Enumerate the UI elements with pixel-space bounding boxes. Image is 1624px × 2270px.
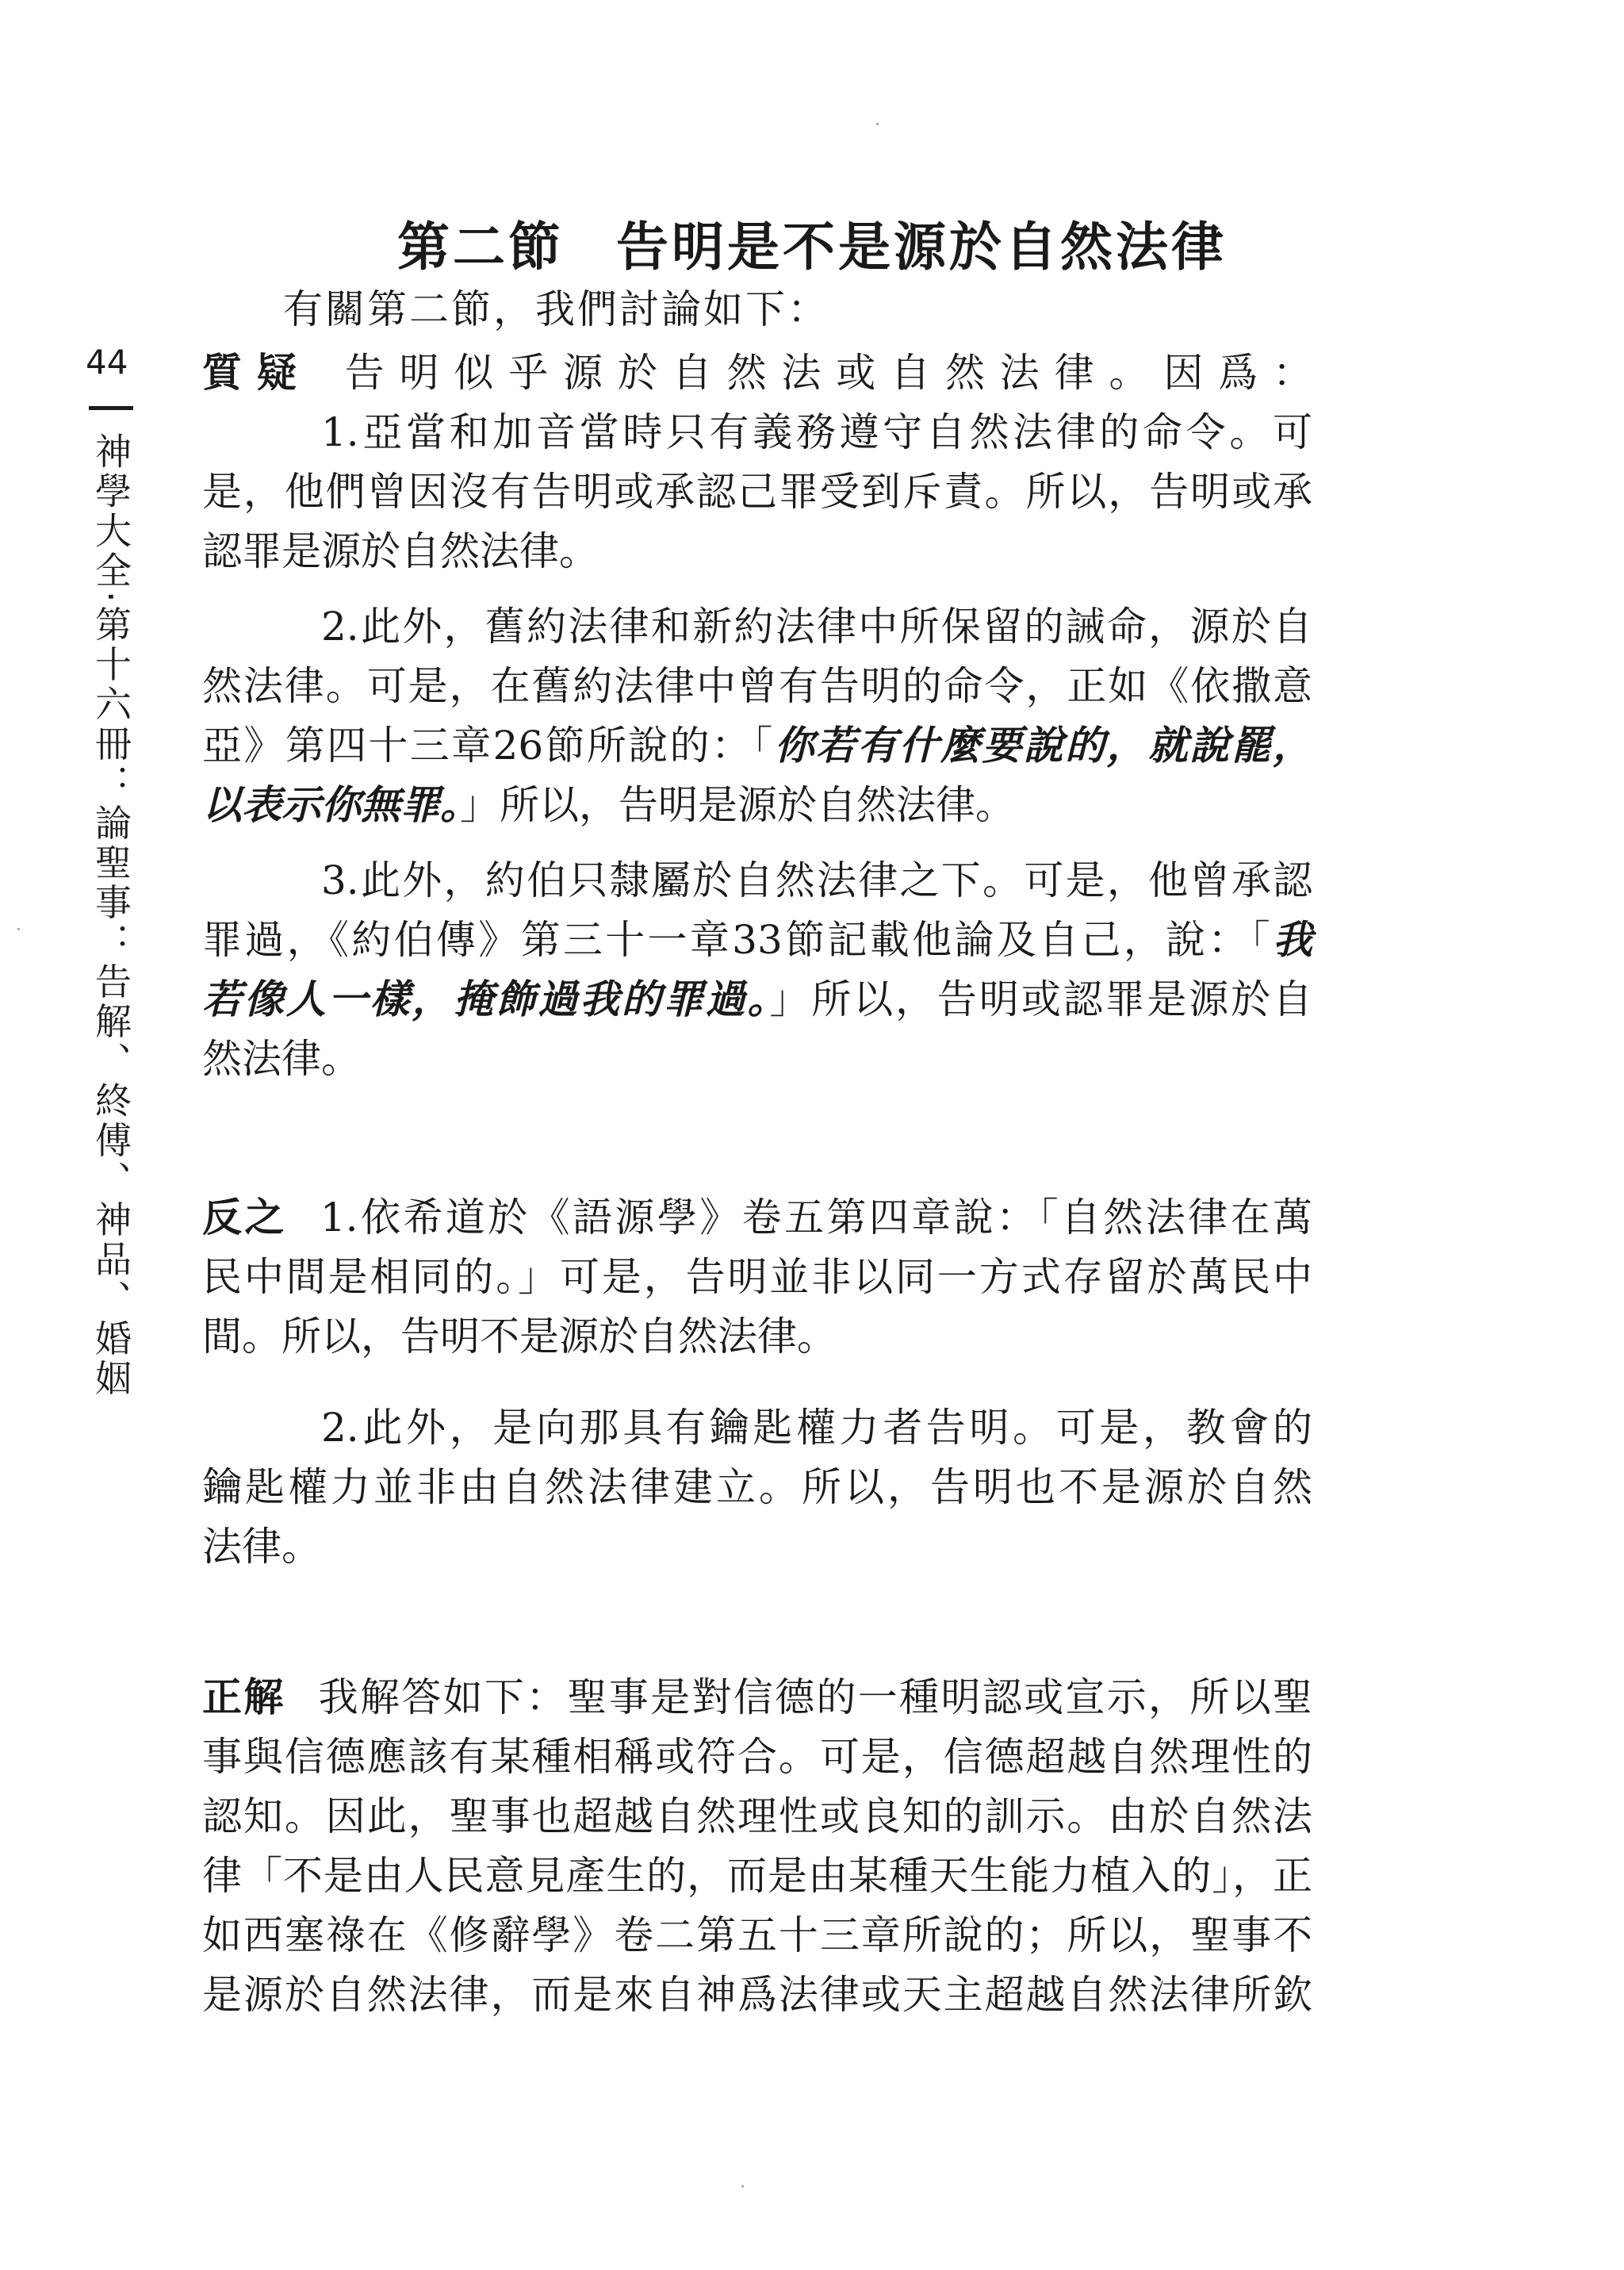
margin-rule [89, 406, 133, 410]
page-number: 44 [86, 343, 128, 382]
objection-line: 然法律。 [202, 1036, 361, 1082]
objection-line: 認罪是源於自然法律。 [202, 528, 599, 574]
answer-line: 如西塞祿在《修辭學》卷二第五十三章所說的；所以，聖事不 [202, 1912, 1312, 1958]
objection-line: 3.此外，約伯只隸屬於自然法律之下。可是，他曾承認 [321, 857, 1312, 903]
answer-line: 律「不是由人民意見產生的，而是由某種天生能力植入的」，正 [202, 1853, 1312, 1899]
bible-quote: 以表示你無罪。 [202, 781, 460, 828]
objection-line: 若像人一樣，掩飾過我的罪過。」所以，告明或認罪是源於自 [202, 976, 1313, 1022]
answer-line: 正解 我解答如下：聖事是對信德的一種明認或宣示，所以聖 [202, 1674, 1312, 1720]
contra-line: 法律。 [202, 1524, 321, 1570]
contra-line: 反之 1.依希道於《語源學》卷五第四章說：「自然法律在萬 [202, 1194, 1312, 1240]
objection-line: 然法律。可是，在舊約法律中曾有告明的命令，正如《依撒意 [202, 663, 1312, 709]
objection-label: 質疑 [202, 350, 312, 396]
answer-line: 是源於自然法律，而是來自神爲法律或天主超越自然法律所欽 [202, 1972, 1312, 2018]
answer-line: 認知。因此，聖事也超越自然理性或良知的訓示。由於自然法 [202, 1793, 1312, 1839]
running-head: 神學大全·第十六冊：論聖事：告解、終傅、神品、婚姻 [90, 432, 132, 1399]
contra-line: 民中間是相同的。」可是，告明並非以同一方式存留於萬民中 [202, 1254, 1312, 1300]
scan-speck [876, 123, 879, 125]
contra-line: 間。所以，告明不是源於自然法律。 [202, 1313, 837, 1359]
answer-label: 正解 [202, 1674, 285, 1720]
answer-line: 事與信德應該有某種相稱或符合。可是，信德超越自然理性的 [202, 1734, 1312, 1780]
objection-line: 以表示你無罪。」所以，告明是源於自然法律。 [202, 781, 1015, 828]
objection-line: 質疑 告明似乎源於自然法或自然法律。因爲： [202, 350, 1313, 396]
section-title [0, 205, 1624, 280]
scan-speck [17, 928, 20, 930]
objection-line: 是，他們曾因沒有告明或承認己罪受到斥責。所以，告明或承 [202, 469, 1312, 515]
bible-quote: 你若有什麼要說的，就說罷， [774, 722, 1312, 769]
bible-quote: 若像人一樣，掩飾過我的罪過。 [202, 976, 770, 1022]
section-number: 第二節 [397, 216, 564, 278]
contra-line: 2.此外，是向那具有鑰匙權力者告明。可是，教會的 [321, 1405, 1312, 1451]
bible-quote: 我 [1273, 916, 1312, 963]
section-heading: 告明是不是源於自然法律 [616, 216, 1227, 278]
contra-label: 反之 [202, 1194, 287, 1240]
objection-line: 亞》第四十三章26節所說的：「你若有什麼要說的，就說罷， [202, 722, 1312, 769]
objection-line: 1.亞當和加音當時只有義務遵守自然法律的命令。可 [321, 409, 1312, 455]
contra-line: 鑰匙權力並非由自然法律建立。所以，告明也不是源於自然 [202, 1464, 1312, 1510]
intro-text: 有關第二節，我們討論如下： [283, 286, 829, 332]
scan-speck [741, 2185, 744, 2188]
objection-line: 罪過，《約伯傳》第三十一章33節記載他論及自己，說：「我 [202, 916, 1312, 963]
objection-line: 2.此外，舊約法律和新約法律中所保留的誡命，源於自 [321, 604, 1312, 650]
